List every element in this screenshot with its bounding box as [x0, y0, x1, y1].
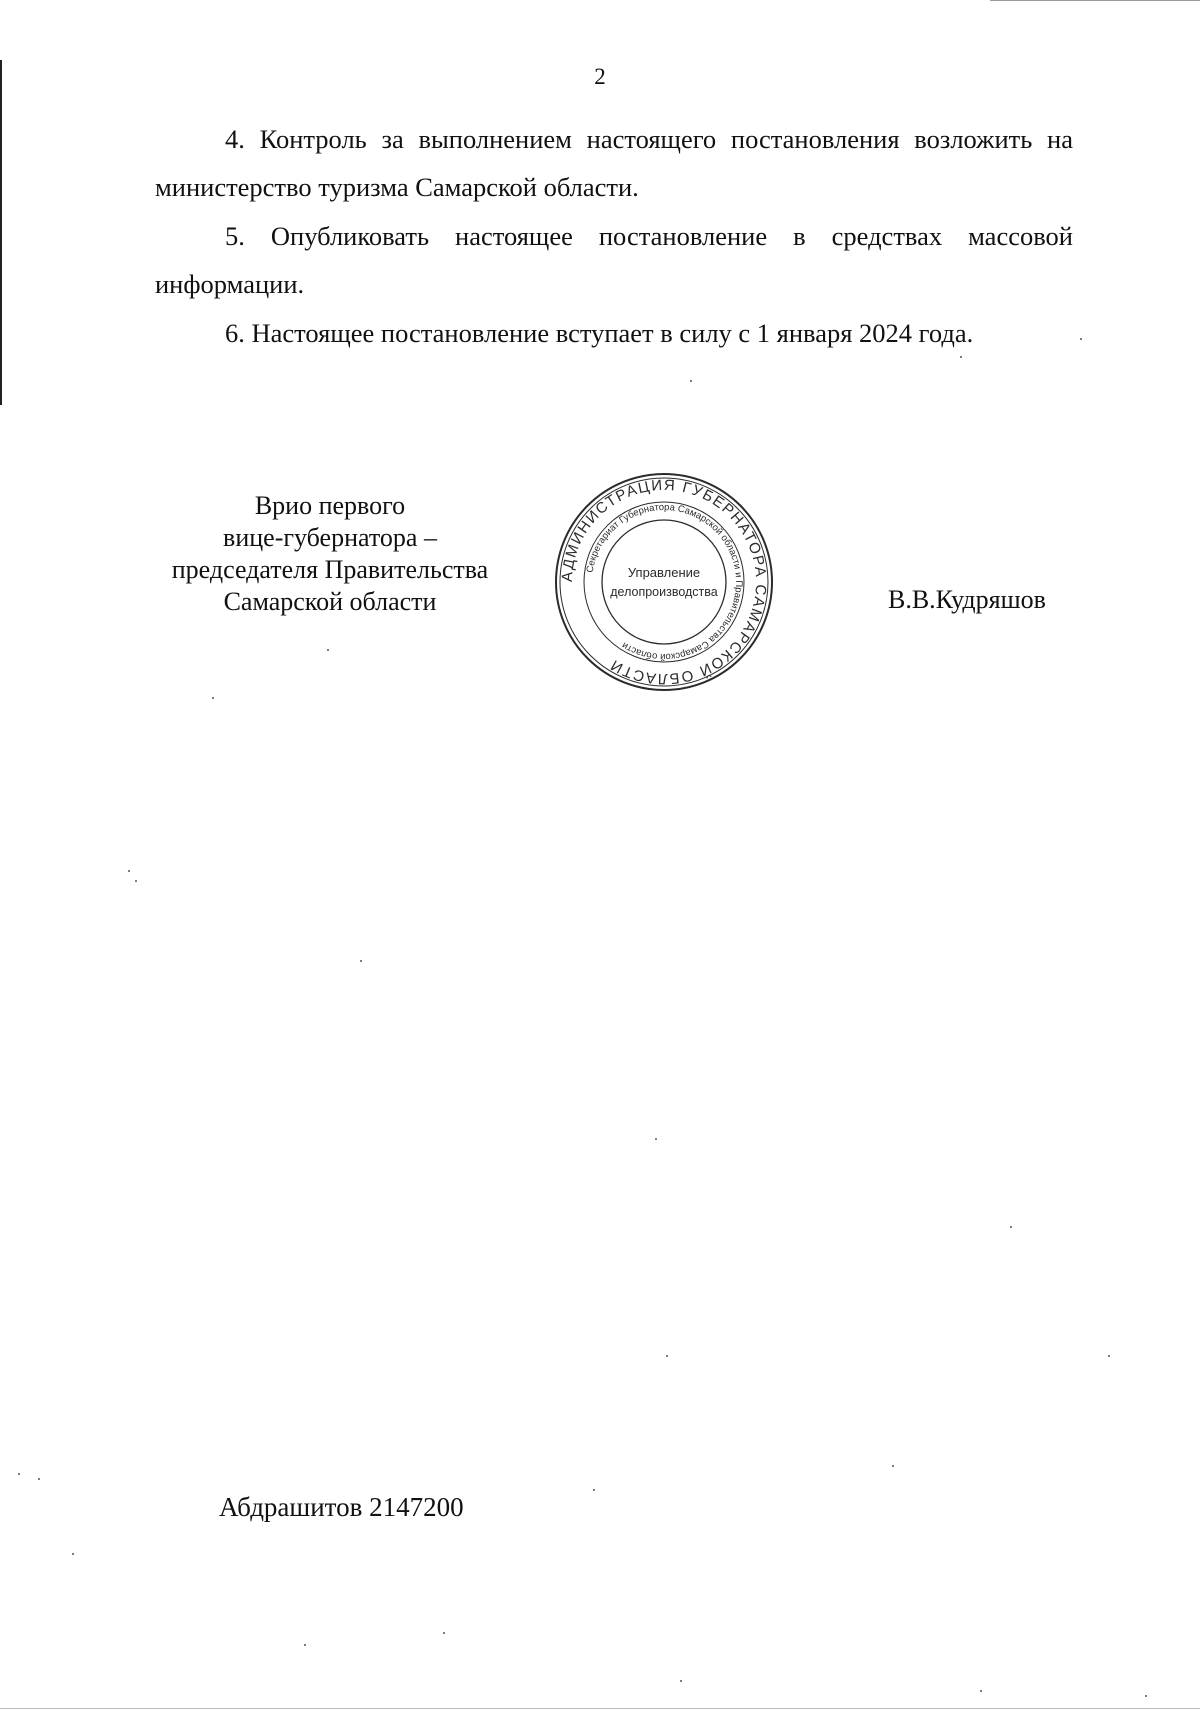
signer-title-line: Врио первого — [254, 491, 406, 520]
stamp-center-line-2: делопроизводства — [610, 585, 718, 599]
scan-speck — [892, 1465, 894, 1467]
scan-speck — [1145, 1695, 1147, 1697]
stamp-outer-text: АДМИНИСТРАЦИЯ ГУБЕРНАТОРА САМАРСКОЙ ОБЛАСТИ — [558, 476, 770, 688]
signer-title-line: вице-губернатора – — [223, 523, 437, 552]
scan-speck — [960, 356, 962, 358]
scan-speck — [593, 1489, 595, 1491]
scan-speck — [327, 649, 329, 651]
scan-speck — [1108, 1355, 1110, 1357]
scan-speck — [212, 697, 214, 699]
scan-speck — [72, 1553, 74, 1555]
scan-speck — [680, 1680, 682, 1682]
official-stamp-seal — [553, 471, 775, 693]
paragraph-4: 4. Контроль за выполнением настоящего постановления возложить на министерство туризма Самарской области. — [155, 124, 1073, 202]
executor-line: Абдрашитов 2147200 — [219, 1492, 464, 1522]
paragraph-5: 5. Опубликовать настоящее постановление в средствах массовой информации. — [155, 221, 1073, 299]
scan-speck — [135, 880, 137, 882]
page-number: 2 — [594, 64, 606, 89]
scan-speck — [666, 1355, 668, 1357]
scan-edge-bottom — [0, 1708, 1200, 1709]
scan-speck — [655, 1138, 657, 1140]
scan-speck — [443, 1632, 445, 1634]
signer-title — [150, 490, 510, 618]
scan-speck — [18, 1473, 20, 1475]
signer-name: В.В.Кудряшов — [888, 585, 1046, 614]
signer-title-line: председателя Правительства — [171, 555, 489, 584]
scan-edge-top — [990, 0, 1200, 1]
paragraph-6: 6. Настоящее постановление вступает в силу с 1 января 2024 года. — [225, 318, 974, 348]
scan-edge-left — [0, 60, 2, 405]
scan-speck — [690, 380, 692, 382]
scan-speck — [360, 960, 362, 962]
scan-speck — [1080, 338, 1082, 340]
stamp-inner-text: Секретариат Губернатора Самарской области и Правительства Самарской области — [584, 501, 745, 663]
scan-speck — [304, 1644, 306, 1646]
scan-speck — [128, 870, 130, 872]
scan-speck — [1010, 1226, 1012, 1228]
scan-speck — [38, 1478, 40, 1480]
scan-speck — [980, 1690, 982, 1692]
signer-title-line: Самарской области — [223, 587, 437, 616]
stamp-center-line-1: Управление — [627, 565, 701, 580]
